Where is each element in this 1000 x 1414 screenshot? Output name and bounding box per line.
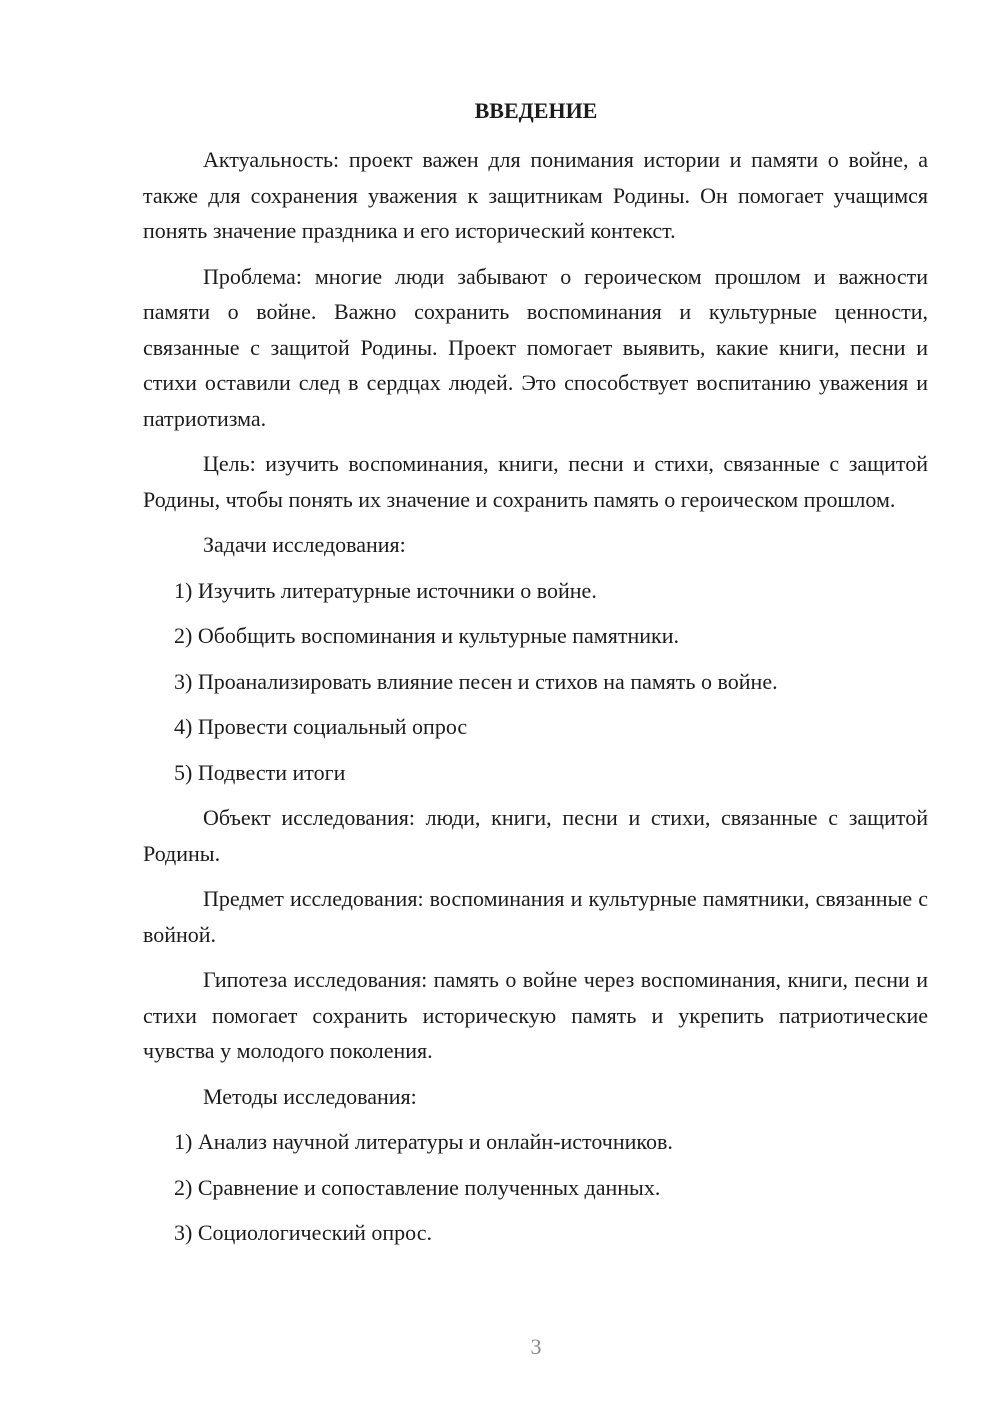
task-item-1: 1) Изучить литературные источники о войне. xyxy=(174,577,597,603)
paragraph-relevance: Актуальность: проект важен для понимания истории и памяти о войне, а также для сохранения уважения к защитникам Родины. Он помогает учащимся понять значение праздника и его исторический контекст. xyxy=(143,147,928,243)
task-item-2: 2) Обобщить воспоминания и культурные памятники. xyxy=(174,623,679,648)
page-title: ВВЕДЕНИЕ xyxy=(474,98,598,123)
method-item-3: 3) Социологический опрос. xyxy=(174,1220,432,1245)
tasks-heading: Задачи исследования: xyxy=(203,532,406,557)
paragraph-object: Объект исследования: люди, книги, песни и стихи, связанные с защитой Родины. xyxy=(143,805,928,866)
paragraph-problem: Проблема: многие люди забывают о героическом прошлом и важности памяти о войне. Важно сохранить воспоминания и культурные ценности, связанные с защитой Родины. Проект помогает выявить, какие книги, песни и стихи оставили след в сердцах людей. Это способствует воспитанию уважения и патриотизма. xyxy=(143,263,928,431)
method-item-2: 2) Сравнение и сопоставление полученных данных. xyxy=(174,1174,661,1200)
methods-heading: Методы исследования: xyxy=(203,1083,417,1109)
paragraph-hypothesis: Гипотеза исследования: память о войне через воспоминания, книги, песни и стихи помогает сохранить историческую память и укрепить патриотические чувства у молодого поколения. xyxy=(143,967,928,1063)
paragraph-subject: Предмет исследования: воспоминания и культурные памятники, связанные с войной. xyxy=(143,886,928,947)
paragraph-goal: Цель: изучить воспоминания, книги, песни и стихи, связанные с защитой Родины, чтобы понять их значение и сохранить память о героическом прошлом. xyxy=(143,451,928,512)
page-number: 3 xyxy=(530,1334,542,1359)
method-item-1: 1) Анализ научной литературы и онлайн-источников. xyxy=(174,1129,673,1154)
task-item-4: 4) Провести социальный опрос xyxy=(174,714,468,739)
task-item-3: 3) Проанализировать влияние песен и стихов на память о войне. xyxy=(174,668,778,694)
task-item-5: 5) Подвести итоги xyxy=(174,759,346,785)
document-body xyxy=(143,142,928,1261)
